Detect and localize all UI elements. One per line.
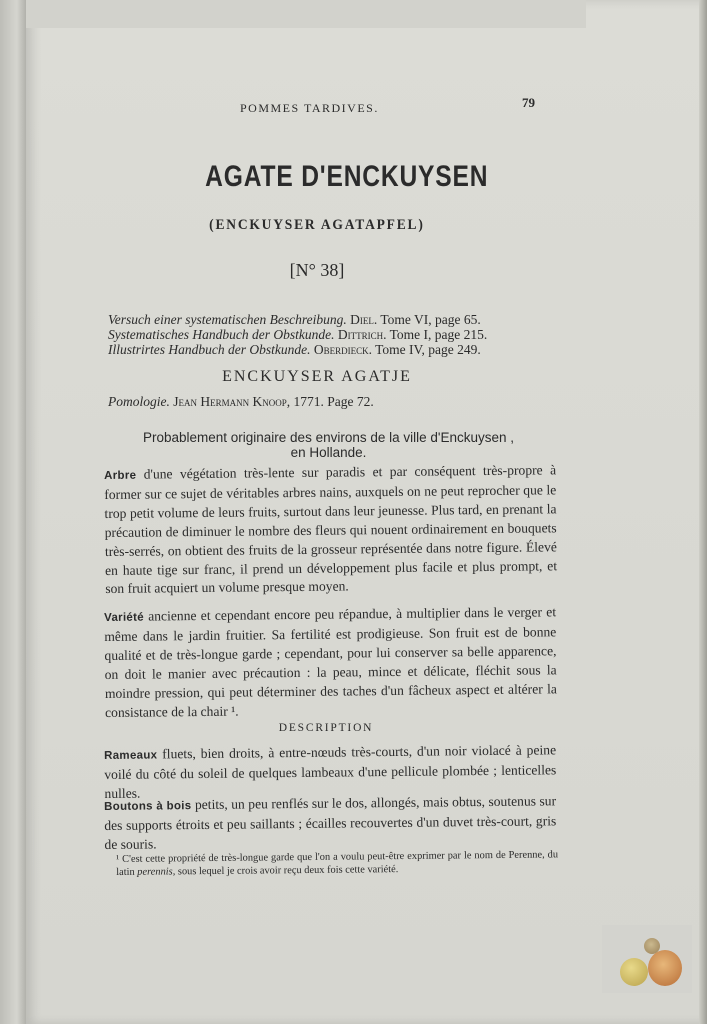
paragraph-boutons bbox=[104, 792, 557, 854]
description-heading: DESCRIPTION bbox=[278, 722, 374, 734]
variety-number: [N° 38] bbox=[289, 260, 345, 280]
synonym-heading: ENCKUYSER AGATJE bbox=[222, 368, 412, 385]
reference-author: Diel. bbox=[350, 312, 378, 327]
fruit-icon bbox=[648, 950, 682, 986]
paragraph-text: d'une végétation très-lente sur paradis et par conséquent très-propre à former sur ce sujet de véritables arbres nains, auxquels on ne peut reprocher que le trop petit volume de leurs fruits, surtout dans leur jeunesse. Plus tard, en prenant la précaution de diminuer le nombre des fleurs qui nouent ordinairement en bouquets très-serrés, on obtient des fruits de la grosseur représentée dans notre figure. Élevé en haute tige sur franc, il prend un développement plus facile et plus prompt, et son fruit acquiert un volume presque moyen. bbox=[104, 462, 558, 597]
synonym-reference bbox=[108, 394, 374, 410]
paragraph-arbre bbox=[104, 461, 557, 599]
reference-line bbox=[108, 342, 481, 358]
paragraph-variete bbox=[104, 603, 557, 722]
footnote-italic: perennis bbox=[137, 866, 173, 878]
footnote-text: ¹ C'est cette propriété de très-longue garde que l'on a voulu peut-être exprimer par le nom de Perenne, du latin bbox=[116, 849, 559, 878]
reference-author: Oberdieck. bbox=[313, 342, 372, 357]
page-subtitle: (ENCKUYSER AGATAPFEL) bbox=[209, 217, 425, 233]
page-gutter bbox=[0, 0, 28, 1024]
origin-line: Probablement originaire des environs de la ville d'Enckuysen , bbox=[142, 430, 515, 445]
reference-work: Pomologie. bbox=[108, 394, 170, 409]
origin-line: en Hollande. bbox=[290, 445, 367, 460]
paragraph-lead: Variété bbox=[104, 611, 144, 624]
paragraph-lead: Rameaux bbox=[104, 749, 158, 762]
reference-detail: 1771. Page 72. bbox=[293, 394, 374, 409]
reference-detail: Tome I, page 215. bbox=[389, 327, 488, 342]
running-head: POMMES TARDIVES. bbox=[240, 101, 379, 115]
paragraph-text: fluets, bien droits, à entre-nœuds très-courts, d'un noir violacé à peine voilé du côté du soleil de quelques lambeaux d'une pellicule plombée ; lenticelles nulles. bbox=[104, 742, 557, 801]
top-edge-band bbox=[26, 0, 586, 28]
reference-author: Jean Hermann Knoop, bbox=[173, 394, 291, 409]
reference-work: Illustrirtes Handbuch der Obstkunde. bbox=[108, 342, 311, 357]
reference-work: Systematisches Handbuch der Obstkunde. bbox=[108, 327, 335, 342]
paragraph-text: petits, un peu renflés sur le dos, allongés, mais obtus, soutenus sur des supports étroits et peu saillants ; écailles recouvertes d'un duvet très-court, gris de souris. bbox=[104, 793, 557, 852]
reference-detail: Tome IV, page 249. bbox=[375, 342, 481, 357]
footnote-text-end: , sous lequel je crois avoir reçu deux fois cette variété. bbox=[172, 864, 399, 878]
paragraph-lead: Boutons à bois bbox=[104, 800, 192, 813]
footnote bbox=[116, 848, 558, 879]
reference-author: Dittrich. bbox=[337, 327, 387, 342]
paragraph-text: ancienne et cependant encore peu répandue, à multiplier dans le verger et même dans le jardin fruitier. Sa fertilité est prodigieuse. Son fruit est de bonne qualité et de très-longue garde ; cependant, pour lui conserver sa belle apparence, on doit le manier avec précaution : la peau, mince et délicate, fléchit sous la moindre pression, qui peut déterminer des taches d'un fâcheux aspect et altérer la consistance de la chair ¹. bbox=[104, 604, 557, 720]
paragraph-lead: Arbre bbox=[104, 469, 137, 482]
reference-work: Versuch einer systematischen Beschreibung. bbox=[108, 312, 347, 327]
reference-line bbox=[108, 327, 487, 343]
page-number: 79 bbox=[522, 95, 535, 110]
page-title: AGATE D'ENCKUYSEN bbox=[205, 160, 489, 193]
page-right-edge bbox=[699, 0, 707, 1024]
fruit-icon bbox=[644, 938, 660, 954]
reference-line bbox=[108, 312, 481, 328]
reference-detail: Tome VI, page 65. bbox=[380, 312, 481, 327]
fruit-icon bbox=[620, 958, 648, 986]
